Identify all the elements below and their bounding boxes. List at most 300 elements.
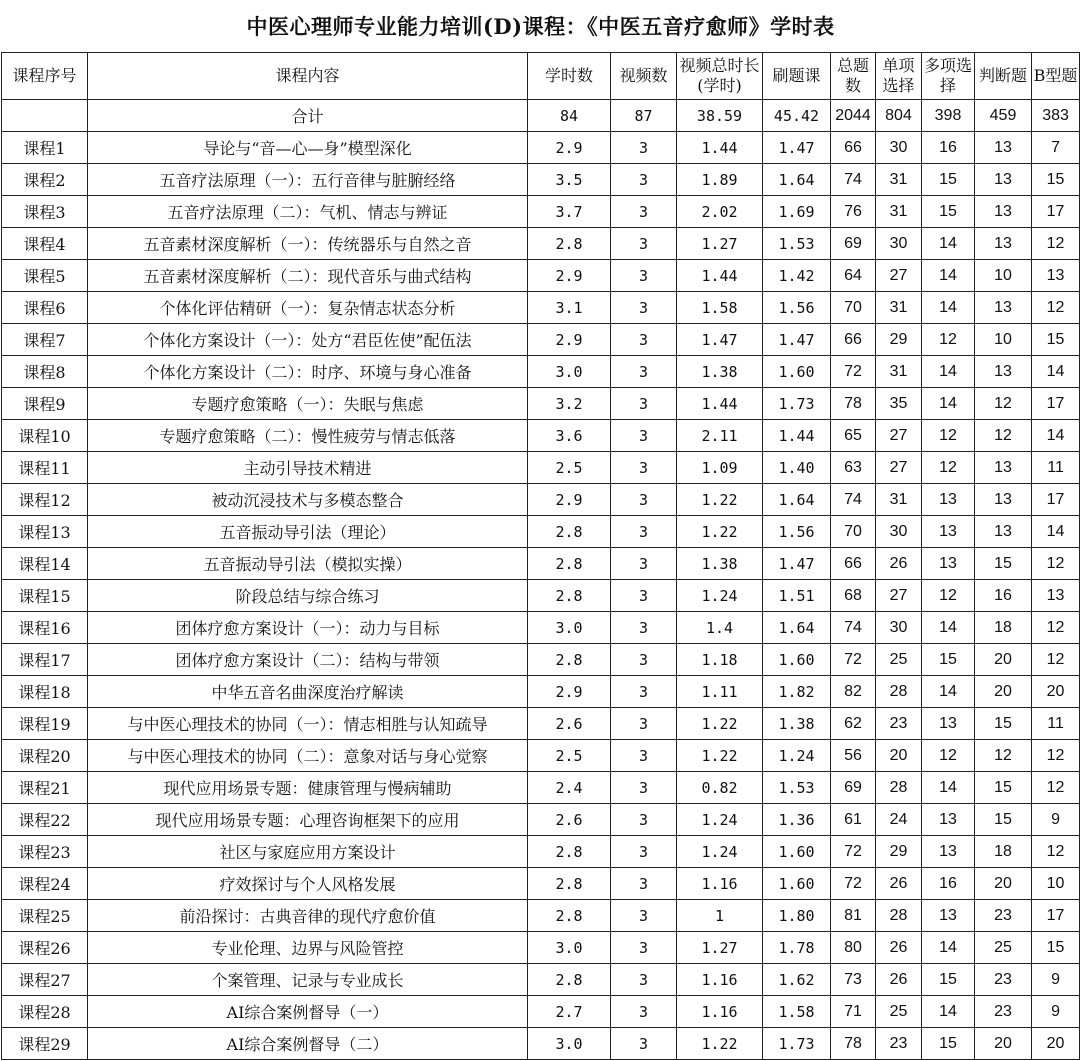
- course-seq: 课程25: [2, 900, 88, 932]
- table-row: [2, 836, 1080, 868]
- course-seq: 课程5: [2, 260, 88, 292]
- course-judge: 13: [975, 132, 1032, 164]
- course-seq: 课程7: [2, 324, 88, 356]
- total-single: 804: [876, 100, 922, 132]
- course-judge: 13: [975, 484, 1032, 516]
- course-videos: 3: [611, 836, 677, 868]
- header-video-total: 视频总时长(学时): [677, 53, 763, 100]
- course-hours: 2.9: [528, 484, 611, 516]
- course-practice: 1.47: [763, 548, 831, 580]
- table-row: [2, 964, 1080, 996]
- table-row: [2, 548, 1080, 580]
- course-content: 与中医心理技术的协同（二）：意象对话与身心觉察: [88, 740, 528, 772]
- course-judge: 20: [975, 868, 1032, 900]
- course-content: 专题疗愈策略（一）：失眠与焦虑: [88, 388, 528, 420]
- course-video-total: 1.24: [677, 804, 763, 836]
- header-content: 课程内容: [88, 53, 528, 100]
- course-videos: 3: [611, 388, 677, 420]
- table-row: [2, 356, 1080, 388]
- course-videos: 3: [611, 868, 677, 900]
- table-row: [2, 676, 1080, 708]
- course-total-questions: 72: [831, 356, 876, 388]
- course-videos: 3: [611, 164, 677, 196]
- course-hours: 2.9: [528, 132, 611, 164]
- course-btype: 9: [1032, 804, 1080, 836]
- course-single: 30: [876, 228, 922, 260]
- header-hours: 学时数: [528, 53, 611, 100]
- course-videos: 3: [611, 1028, 677, 1060]
- course-video-total: 1.38: [677, 548, 763, 580]
- course-seq: 课程1: [2, 132, 88, 164]
- course-total-questions: 72: [831, 644, 876, 676]
- course-multi: 13: [922, 804, 975, 836]
- course-video-total: 1.22: [677, 484, 763, 516]
- course-single: 23: [876, 1028, 922, 1060]
- course-multi: 14: [922, 388, 975, 420]
- course-judge: 15: [975, 548, 1032, 580]
- course-content: 阶段总结与综合练习: [88, 580, 528, 612]
- course-videos: 3: [611, 932, 677, 964]
- course-single: 31: [876, 484, 922, 516]
- course-btype: 17: [1032, 900, 1080, 932]
- course-btype: 14: [1032, 420, 1080, 452]
- course-total-questions: 78: [831, 388, 876, 420]
- course-video-total: 1.58: [677, 292, 763, 324]
- course-multi: 12: [922, 580, 975, 612]
- header-single-choice: 单项选择: [876, 53, 922, 100]
- course-total-questions: 70: [831, 292, 876, 324]
- course-multi: 13: [922, 900, 975, 932]
- course-hours: 2.9: [528, 676, 611, 708]
- course-hours: 2.8: [528, 868, 611, 900]
- table-row: [2, 772, 1080, 804]
- course-content: 社区与家庭应用方案设计: [88, 836, 528, 868]
- course-content: 团体疗愈方案设计（一）：动力与目标: [88, 612, 528, 644]
- course-seq: 课程15: [2, 580, 88, 612]
- course-multi: 16: [922, 132, 975, 164]
- course-single: 27: [876, 260, 922, 292]
- course-practice: 1.51: [763, 580, 831, 612]
- course-practice: 1.82: [763, 676, 831, 708]
- course-total-questions: 62: [831, 708, 876, 740]
- course-single: 30: [876, 132, 922, 164]
- course-judge: 23: [975, 900, 1032, 932]
- course-video-total: 1.24: [677, 836, 763, 868]
- course-seq: 课程8: [2, 356, 88, 388]
- course-btype: 12: [1032, 612, 1080, 644]
- course-practice: 1.73: [763, 388, 831, 420]
- course-videos: 3: [611, 964, 677, 996]
- course-video-total: 2.02: [677, 196, 763, 228]
- table-row: [2, 612, 1080, 644]
- course-video-total: 1.38: [677, 356, 763, 388]
- course-multi: 15: [922, 1028, 975, 1060]
- course-video-total: 1.44: [677, 132, 763, 164]
- course-practice: 1.60: [763, 836, 831, 868]
- course-total-questions: 56: [831, 740, 876, 772]
- course-btype: 15: [1032, 164, 1080, 196]
- course-practice: 1.69: [763, 196, 831, 228]
- course-judge: 12: [975, 388, 1032, 420]
- table-row: [2, 324, 1080, 356]
- course-judge: 25: [975, 932, 1032, 964]
- course-single: 23: [876, 708, 922, 740]
- course-content: 五音振动导引法（理论）: [88, 516, 528, 548]
- course-judge: 15: [975, 708, 1032, 740]
- course-practice: 1.64: [763, 484, 831, 516]
- course-single: 26: [876, 932, 922, 964]
- course-video-total: 1.27: [677, 932, 763, 964]
- total-judge: 459: [975, 100, 1032, 132]
- course-video-total: 1.4: [677, 612, 763, 644]
- course-seq: 课程3: [2, 196, 88, 228]
- course-practice: 1.44: [763, 420, 831, 452]
- course-hours: 2.6: [528, 804, 611, 836]
- course-total-questions: 74: [831, 484, 876, 516]
- course-multi: 14: [922, 356, 975, 388]
- course-btype: 7: [1032, 132, 1080, 164]
- course-practice: 1.24: [763, 740, 831, 772]
- course-multi: 12: [922, 740, 975, 772]
- course-btype: 12: [1032, 836, 1080, 868]
- course-multi: 15: [922, 196, 975, 228]
- table-row: [2, 644, 1080, 676]
- course-judge: 20: [975, 644, 1032, 676]
- course-hours: 3.6: [528, 420, 611, 452]
- course-btype: 11: [1032, 708, 1080, 740]
- course-hours: 2.6: [528, 708, 611, 740]
- course-hours: 2.5: [528, 740, 611, 772]
- course-total-questions: 65: [831, 420, 876, 452]
- table-row: [2, 708, 1080, 740]
- course-total-questions: 76: [831, 196, 876, 228]
- course-hours: 2.8: [528, 644, 611, 676]
- course-seq: 课程16: [2, 612, 88, 644]
- course-videos: 3: [611, 996, 677, 1028]
- course-multi: 15: [922, 164, 975, 196]
- course-video-total: 1.89: [677, 164, 763, 196]
- course-videos: 3: [611, 324, 677, 356]
- course-btype: 12: [1032, 228, 1080, 260]
- course-practice: 1.42: [763, 260, 831, 292]
- course-hours: 2.8: [528, 580, 611, 612]
- course-btype: 17: [1032, 196, 1080, 228]
- course-multi: 16: [922, 868, 975, 900]
- course-btype: 17: [1032, 388, 1080, 420]
- course-video-total: 1.22: [677, 740, 763, 772]
- course-practice: 1.47: [763, 324, 831, 356]
- table-row: [2, 996, 1080, 1028]
- course-content: 五音素材深度解析（一）：传统器乐与自然之音: [88, 228, 528, 260]
- course-practice: 1.64: [763, 164, 831, 196]
- course-hours: 2.8: [528, 228, 611, 260]
- course-single: 27: [876, 580, 922, 612]
- course-video-total: 1.16: [677, 996, 763, 1028]
- total-row: [2, 100, 1080, 132]
- course-total-questions: 72: [831, 836, 876, 868]
- course-video-total: 1.16: [677, 868, 763, 900]
- course-hours: 3.7: [528, 196, 611, 228]
- course-single: 28: [876, 676, 922, 708]
- course-judge: 20: [975, 676, 1032, 708]
- course-content: 主动引导技术精进: [88, 452, 528, 484]
- course-multi: 14: [922, 228, 975, 260]
- course-multi: 14: [922, 676, 975, 708]
- course-seq: 课程22: [2, 804, 88, 836]
- course-single: 35: [876, 388, 922, 420]
- course-single: 31: [876, 196, 922, 228]
- table-row: [2, 900, 1080, 932]
- course-hours-table: [1, 0, 1080, 1060]
- course-single: 26: [876, 548, 922, 580]
- course-videos: 3: [611, 676, 677, 708]
- course-content: 团体疗愈方案设计（二）：结构与带领: [88, 644, 528, 676]
- course-total-questions: 70: [831, 516, 876, 548]
- total-multi: 398: [922, 100, 975, 132]
- course-multi: 13: [922, 708, 975, 740]
- course-practice: 1.73: [763, 1028, 831, 1060]
- course-hours: 3.0: [528, 1028, 611, 1060]
- total-video-total: 38.59: [677, 100, 763, 132]
- course-videos: 3: [611, 612, 677, 644]
- course-multi: 14: [922, 260, 975, 292]
- course-content: AI综合案例督导（一）: [88, 996, 528, 1028]
- course-videos: 3: [611, 196, 677, 228]
- course-seq: 课程18: [2, 676, 88, 708]
- course-seq: 课程6: [2, 292, 88, 324]
- header-videos: 视频数: [611, 53, 677, 100]
- course-hours: 2.7: [528, 996, 611, 1028]
- table-row: [2, 420, 1080, 452]
- course-video-total: 1.16: [677, 964, 763, 996]
- course-judge: 12: [975, 740, 1032, 772]
- course-content: 与中医心理技术的协同（一）：情志相胜与认知疏导: [88, 708, 528, 740]
- course-btype: 17: [1032, 484, 1080, 516]
- course-btype: 13: [1032, 260, 1080, 292]
- course-multi: 13: [922, 836, 975, 868]
- course-total-questions: 66: [831, 132, 876, 164]
- course-videos: 3: [611, 772, 677, 804]
- course-videos: 3: [611, 580, 677, 612]
- course-single: 29: [876, 836, 922, 868]
- course-multi: 12: [922, 452, 975, 484]
- course-judge: 10: [975, 260, 1032, 292]
- course-content: 个案管理、记录与专业成长: [88, 964, 528, 996]
- header-row: [2, 53, 1080, 100]
- course-content: 疗效探讨与个人风格发展: [88, 868, 528, 900]
- course-single: 31: [876, 356, 922, 388]
- course-total-questions: 68: [831, 580, 876, 612]
- course-seq: 课程23: [2, 836, 88, 868]
- course-hours: 3.0: [528, 932, 611, 964]
- course-total-questions: 72: [831, 868, 876, 900]
- course-judge: 18: [975, 612, 1032, 644]
- course-total-questions: 82: [831, 676, 876, 708]
- course-practice: 1.62: [763, 964, 831, 996]
- course-practice: 1.38: [763, 708, 831, 740]
- course-total-questions: 78: [831, 1028, 876, 1060]
- course-judge: 16: [975, 580, 1032, 612]
- course-single: 25: [876, 996, 922, 1028]
- course-video-total: 1.22: [677, 516, 763, 548]
- course-multi: 15: [922, 644, 975, 676]
- course-video-total: 0.82: [677, 772, 763, 804]
- course-btype: 9: [1032, 996, 1080, 1028]
- course-btype: 20: [1032, 676, 1080, 708]
- course-seq: 课程19: [2, 708, 88, 740]
- course-judge: 20: [975, 1028, 1032, 1060]
- course-total-questions: 64: [831, 260, 876, 292]
- course-practice: 1.60: [763, 644, 831, 676]
- header-practice: 刷题课: [763, 53, 831, 100]
- course-seq: 课程4: [2, 228, 88, 260]
- header-multi-choice: 多项选择: [922, 53, 975, 100]
- course-videos: 3: [611, 132, 677, 164]
- course-hours: 2.9: [528, 324, 611, 356]
- course-video-total: 1.18: [677, 644, 763, 676]
- course-content: 个体化评估精研（一）：复杂情志状态分析: [88, 292, 528, 324]
- course-total-questions: 74: [831, 612, 876, 644]
- header-seq: 课程序号: [2, 53, 88, 100]
- course-hours: 2.8: [528, 836, 611, 868]
- table-row: [2, 132, 1080, 164]
- table-row: [2, 580, 1080, 612]
- course-content: AI综合案例督导（二）: [88, 1028, 528, 1060]
- course-videos: 3: [611, 548, 677, 580]
- table-row: [2, 388, 1080, 420]
- course-judge: 13: [975, 356, 1032, 388]
- course-btype: 12: [1032, 292, 1080, 324]
- course-practice: 1.80: [763, 900, 831, 932]
- course-practice: 1.53: [763, 228, 831, 260]
- table-row: [2, 740, 1080, 772]
- course-video-total: 1.47: [677, 324, 763, 356]
- course-judge: 13: [975, 228, 1032, 260]
- course-practice: 1.47: [763, 132, 831, 164]
- course-content: 现代应用场景专题：心理咨询框架下的应用: [88, 804, 528, 836]
- course-single: 28: [876, 900, 922, 932]
- course-total-questions: 63: [831, 452, 876, 484]
- course-judge: 12: [975, 420, 1032, 452]
- course-video-total: 1.44: [677, 388, 763, 420]
- course-btype: 14: [1032, 356, 1080, 388]
- course-multi: 14: [922, 772, 975, 804]
- course-content: 个体化方案设计（二）：时序、环境与身心准备: [88, 356, 528, 388]
- course-judge: 13: [975, 292, 1032, 324]
- course-hours: 3.0: [528, 612, 611, 644]
- course-multi: 14: [922, 996, 975, 1028]
- course-seq: 课程21: [2, 772, 88, 804]
- header-total-questions: 总题数: [831, 53, 876, 100]
- course-seq: 课程17: [2, 644, 88, 676]
- course-content: 五音素材深度解析（二）：现代音乐与曲式结构: [88, 260, 528, 292]
- course-hours: 2.8: [528, 964, 611, 996]
- course-single: 28: [876, 772, 922, 804]
- course-practice: 1.78: [763, 932, 831, 964]
- course-videos: 3: [611, 228, 677, 260]
- course-practice: 1.53: [763, 772, 831, 804]
- course-total-questions: 69: [831, 772, 876, 804]
- course-videos: 3: [611, 644, 677, 676]
- course-seq: 课程26: [2, 932, 88, 964]
- course-total-questions: 73: [831, 964, 876, 996]
- course-hours: 3.1: [528, 292, 611, 324]
- course-video-total: 1.44: [677, 260, 763, 292]
- course-single: 24: [876, 804, 922, 836]
- course-btype: 20: [1032, 1028, 1080, 1060]
- course-hours: 2.8: [528, 900, 611, 932]
- course-total-questions: 80: [831, 932, 876, 964]
- course-single: 30: [876, 612, 922, 644]
- course-videos: 3: [611, 356, 677, 388]
- course-multi: 12: [922, 420, 975, 452]
- course-judge: 23: [975, 964, 1032, 996]
- course-judge: 13: [975, 516, 1032, 548]
- course-videos: 3: [611, 708, 677, 740]
- table-row: [2, 484, 1080, 516]
- course-videos: 3: [611, 452, 677, 484]
- course-btype: 12: [1032, 740, 1080, 772]
- course-single: 31: [876, 292, 922, 324]
- course-judge: 13: [975, 196, 1032, 228]
- sheet-title: 中医心理师专业能力培训(D)课程：《中医五音疗愈师》学时表: [2, 0, 1080, 53]
- course-single: 20: [876, 740, 922, 772]
- course-single: 27: [876, 420, 922, 452]
- course-seq: 课程14: [2, 548, 88, 580]
- table-row: [2, 260, 1080, 292]
- table-row: [2, 932, 1080, 964]
- course-practice: 1.56: [763, 292, 831, 324]
- total-label: 合计: [88, 100, 528, 132]
- course-single: 26: [876, 964, 922, 996]
- course-videos: 3: [611, 260, 677, 292]
- table-row: [2, 164, 1080, 196]
- course-btype: 15: [1032, 932, 1080, 964]
- total-videos: 87: [611, 100, 677, 132]
- course-seq: 课程24: [2, 868, 88, 900]
- course-practice: 1.58: [763, 996, 831, 1028]
- course-judge: 15: [975, 772, 1032, 804]
- course-content: 中华五音名曲深度治疗解读: [88, 676, 528, 708]
- course-total-questions: 74: [831, 164, 876, 196]
- course-content: 专题疗愈策略（二）：慢性疲劳与情志低落: [88, 420, 528, 452]
- course-multi: 14: [922, 932, 975, 964]
- course-total-questions: 61: [831, 804, 876, 836]
- course-seq: 课程20: [2, 740, 88, 772]
- course-single: 26: [876, 868, 922, 900]
- course-judge: 15: [975, 804, 1032, 836]
- course-multi: 14: [922, 292, 975, 324]
- course-multi: 14: [922, 612, 975, 644]
- course-seq: 课程2: [2, 164, 88, 196]
- course-judge: 13: [975, 452, 1032, 484]
- course-seq: 课程29: [2, 1028, 88, 1060]
- course-videos: 3: [611, 420, 677, 452]
- course-content: 导论与“音—心—身”模型深化: [88, 132, 528, 164]
- course-multi: 13: [922, 516, 975, 548]
- table-row: [2, 452, 1080, 484]
- course-judge: 10: [975, 324, 1032, 356]
- course-video-total: 1.09: [677, 452, 763, 484]
- course-total-questions: 66: [831, 548, 876, 580]
- table-row: [2, 196, 1080, 228]
- course-content: 前沿探讨：古典音律的现代疗愈价值: [88, 900, 528, 932]
- course-btype: 9: [1032, 964, 1080, 996]
- course-seq: 课程12: [2, 484, 88, 516]
- course-single: 25: [876, 644, 922, 676]
- course-hours: 2.5: [528, 452, 611, 484]
- course-seq: 课程10: [2, 420, 88, 452]
